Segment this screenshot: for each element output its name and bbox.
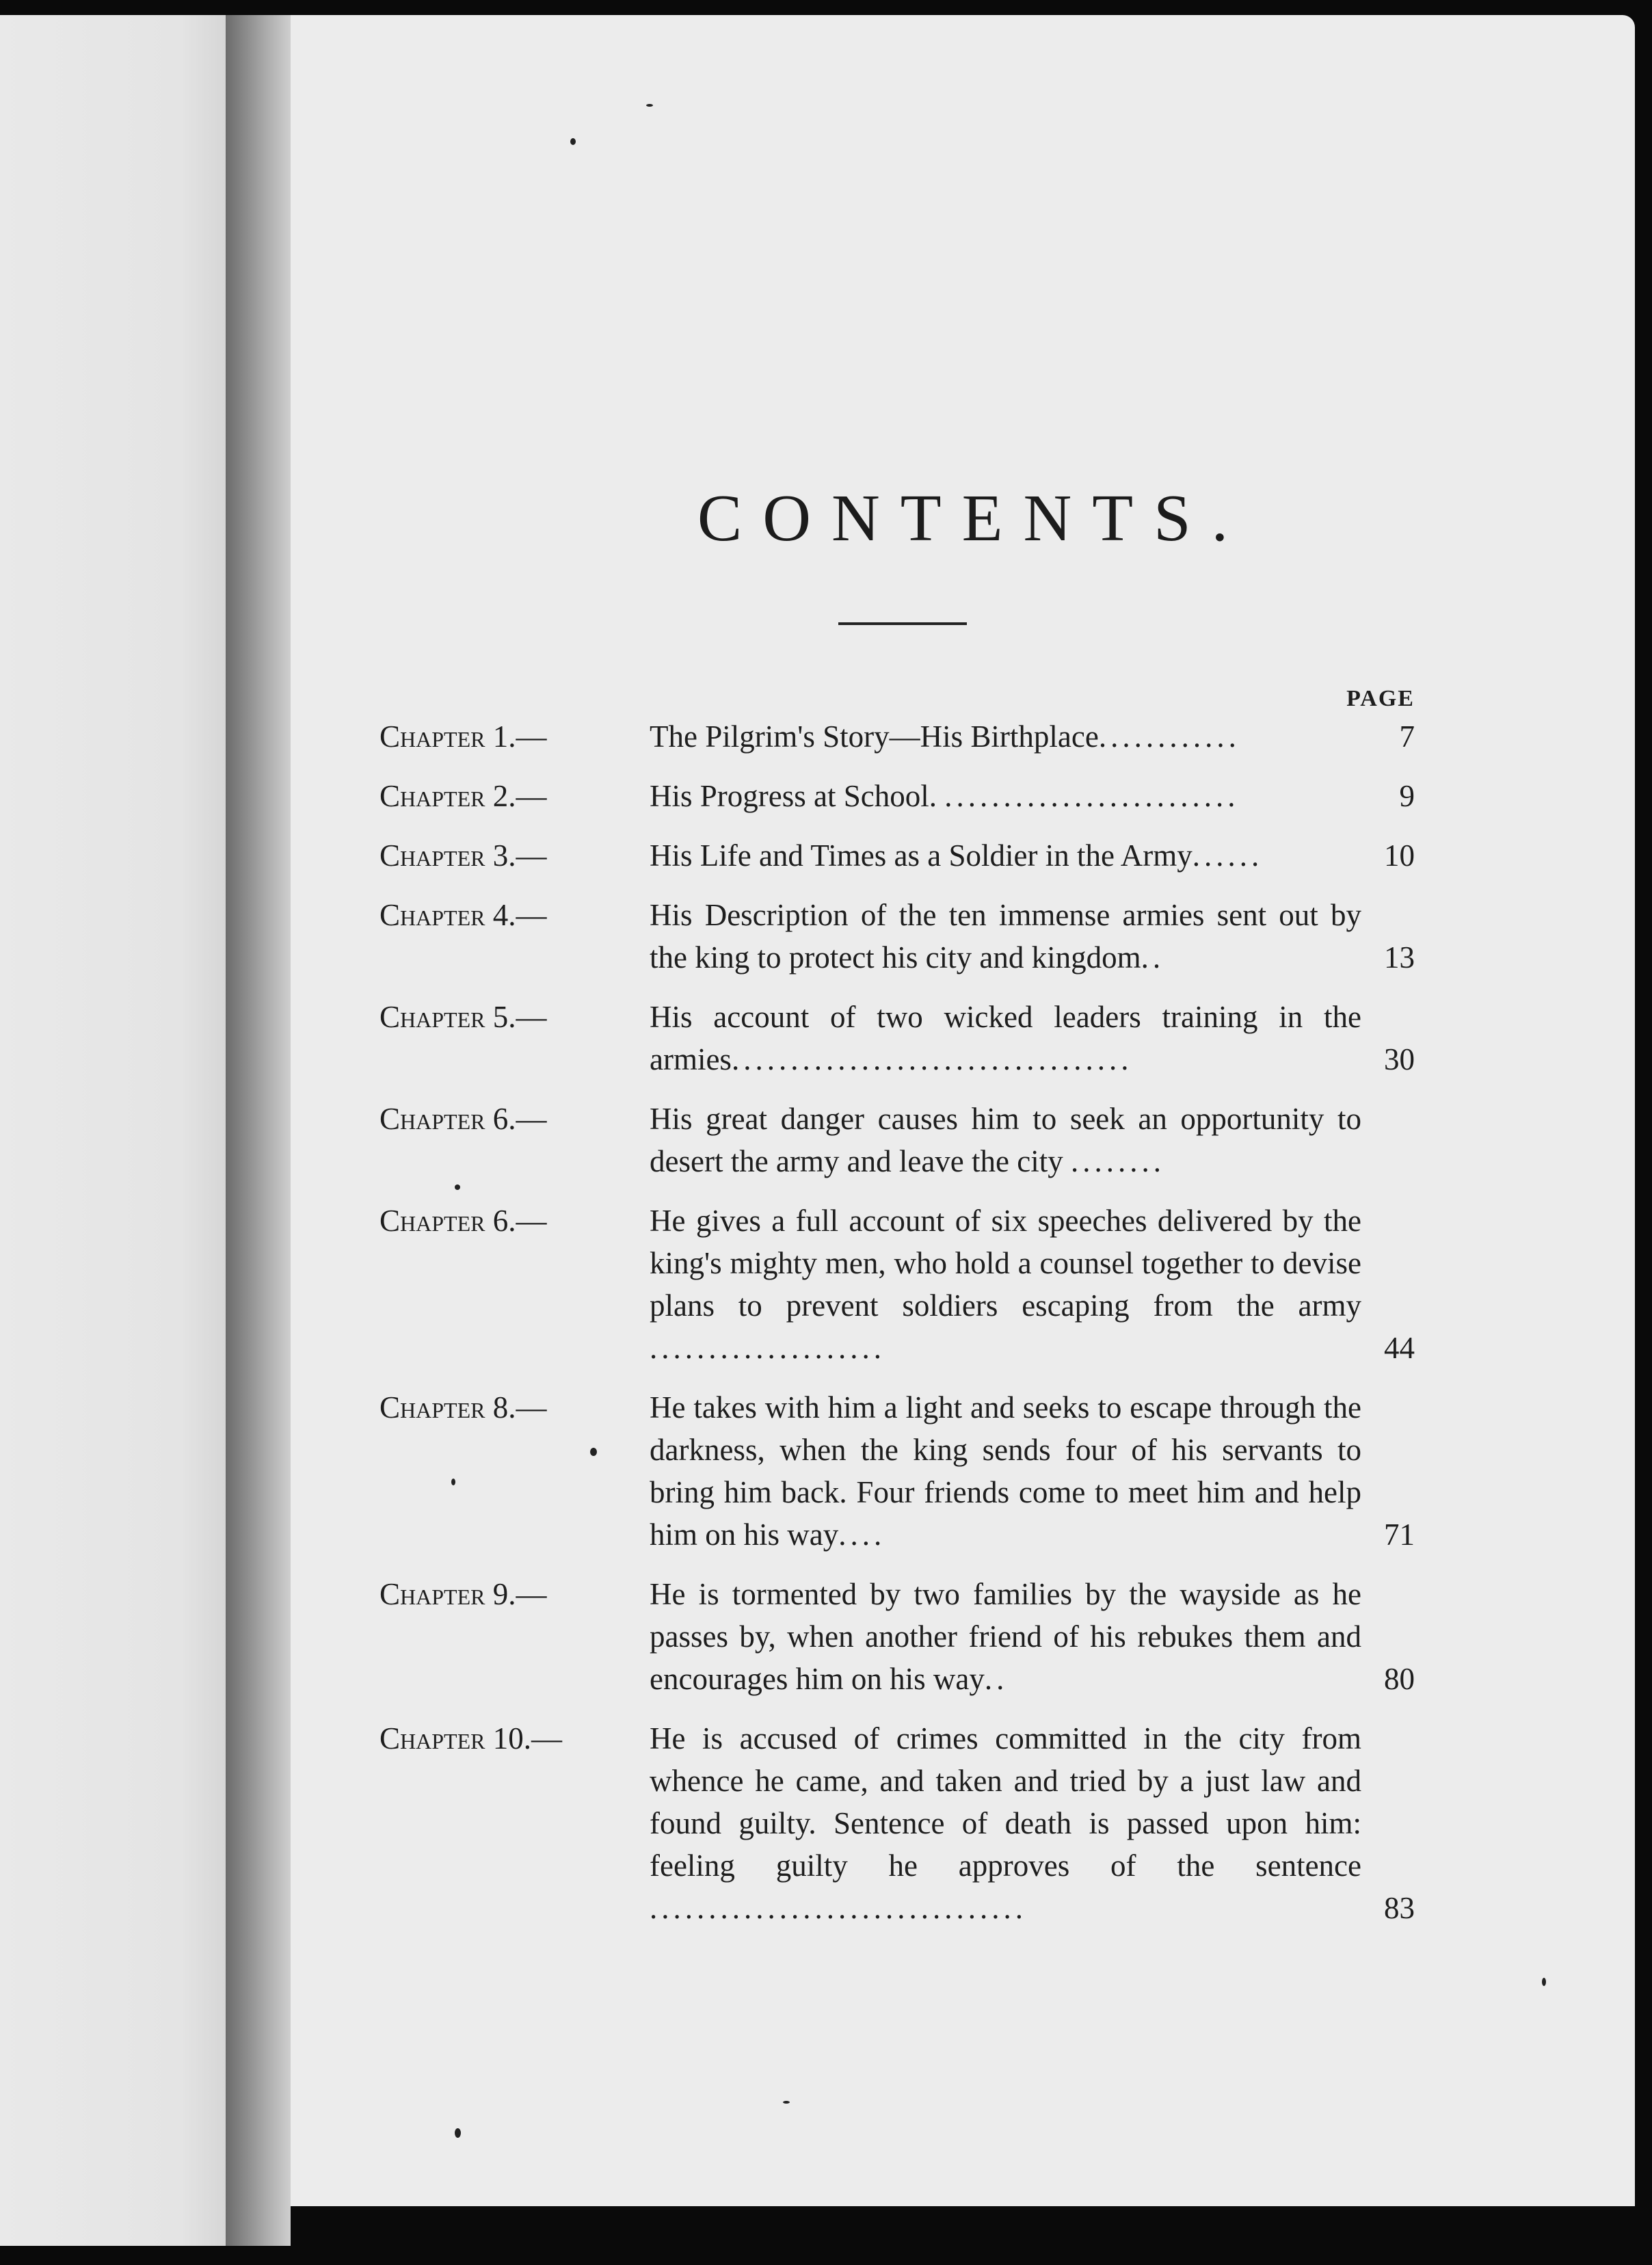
chapter-description: His Description of the ten immense armies sent out by the king to protect his city and kingdom.. [650,898,1361,975]
toc-entry [379,1386,1415,1556]
toc-entry [379,1573,1415,1700]
chapter-description: He is tormented by two families by the wayside as he passes by, when another friend of his rebukes them and encourages him on his way.. [650,1577,1361,1696]
dot-leader: .................... [650,1331,885,1365]
page-number: 83 [1384,1891,1415,1925]
page-number: 10 [1384,838,1415,873]
page-number: 30 [1384,1042,1415,1076]
chapter-description: He takes with him a light and seeks to escape through the darkness, when the king sends four of his servants to bring him back. Four friends come to meet him and help him on his way.... [650,1390,1361,1552]
page-title: CONTENTS. [697,481,1249,555]
toc-entry [379,1200,1415,1369]
toc-entry [379,834,1415,877]
dot-leader: ................................ [650,1891,1027,1925]
ink-speck [570,138,576,145]
dot-leader: ...... [1192,838,1264,873]
ink-speck [783,2101,790,2104]
chapter-label: Chapter 6.— [379,1102,547,1136]
page-number: 7 [1399,719,1415,754]
page-number: 44 [1384,1331,1415,1365]
chapter-label: Chapter 1.— [379,719,547,754]
chapter-label: Chapter 8.— [379,1390,547,1425]
chapter-description: His Progress at School. ......................... [650,779,1240,813]
chapter-label: Chapter 5.— [379,1000,547,1034]
chapter-label: Chapter 10.— [379,1721,562,1756]
chapter-description: He gives a full account of six speeches delivered by the king's mighty men, who hold a counsel together to devise plans to prevent soldiers escaping from the army .................... [650,1204,1361,1365]
chapter-description: His great danger causes him to seek an opportunity to desert the army and leave the city ........ [650,1102,1361,1178]
chapter-label: Chapter 2.— [379,779,547,813]
facing-page-edge [0,15,226,2246]
dot-leader: .................................. [731,1042,1133,1076]
dot-leader: .. [984,1662,1009,1696]
toc-entry [379,775,1415,817]
chapter-label: Chapter 4.— [379,898,547,932]
toc-entry [379,1098,1415,1182]
table-of-contents [379,683,1415,1946]
dot-leader: ......................... [944,779,1240,813]
ink-speck [646,104,653,107]
dot-leader: ........ [1070,1144,1165,1178]
page-number: 9 [1399,779,1415,813]
chapter-description: His account of two wicked leaders training in the armies.................................. [650,1000,1361,1076]
chapter-label: Chapter 3.— [379,838,547,873]
chapter-description: He is accused of crimes committed in the city from whence he came, and taken and tried by a just law and found guilty. Sentence of death is passed upon him: feeling guilty he approves of the sentence ................................ [650,1721,1361,1925]
chapter-label: Chapter 9.— [379,1577,547,1611]
ink-speck [455,2128,461,2138]
toc-entry [379,996,1415,1081]
dot-leader: .... [838,1518,886,1552]
dot-leader: ............ [1098,719,1240,754]
toc-entry [379,1717,1415,1929]
page-number: 13 [1384,940,1415,975]
chapter-description: The Pilgrim's Story—His Birthplace............ [650,719,1240,754]
chapter-description: His Life and Times as a Soldier in the Army...... [650,838,1264,873]
chapter-label: Chapter 6.— [379,1204,547,1238]
page-column-header: PAGE [1346,686,1415,711]
book-gutter [226,15,291,2246]
toc-entry [379,715,1415,758]
ink-speck [1542,1978,1546,1986]
dot-leader: .. [1141,940,1165,975]
page-number: 80 [1384,1662,1415,1696]
page-number: 71 [1384,1518,1415,1552]
toc-entry [379,894,1415,979]
title-rule [838,622,967,625]
